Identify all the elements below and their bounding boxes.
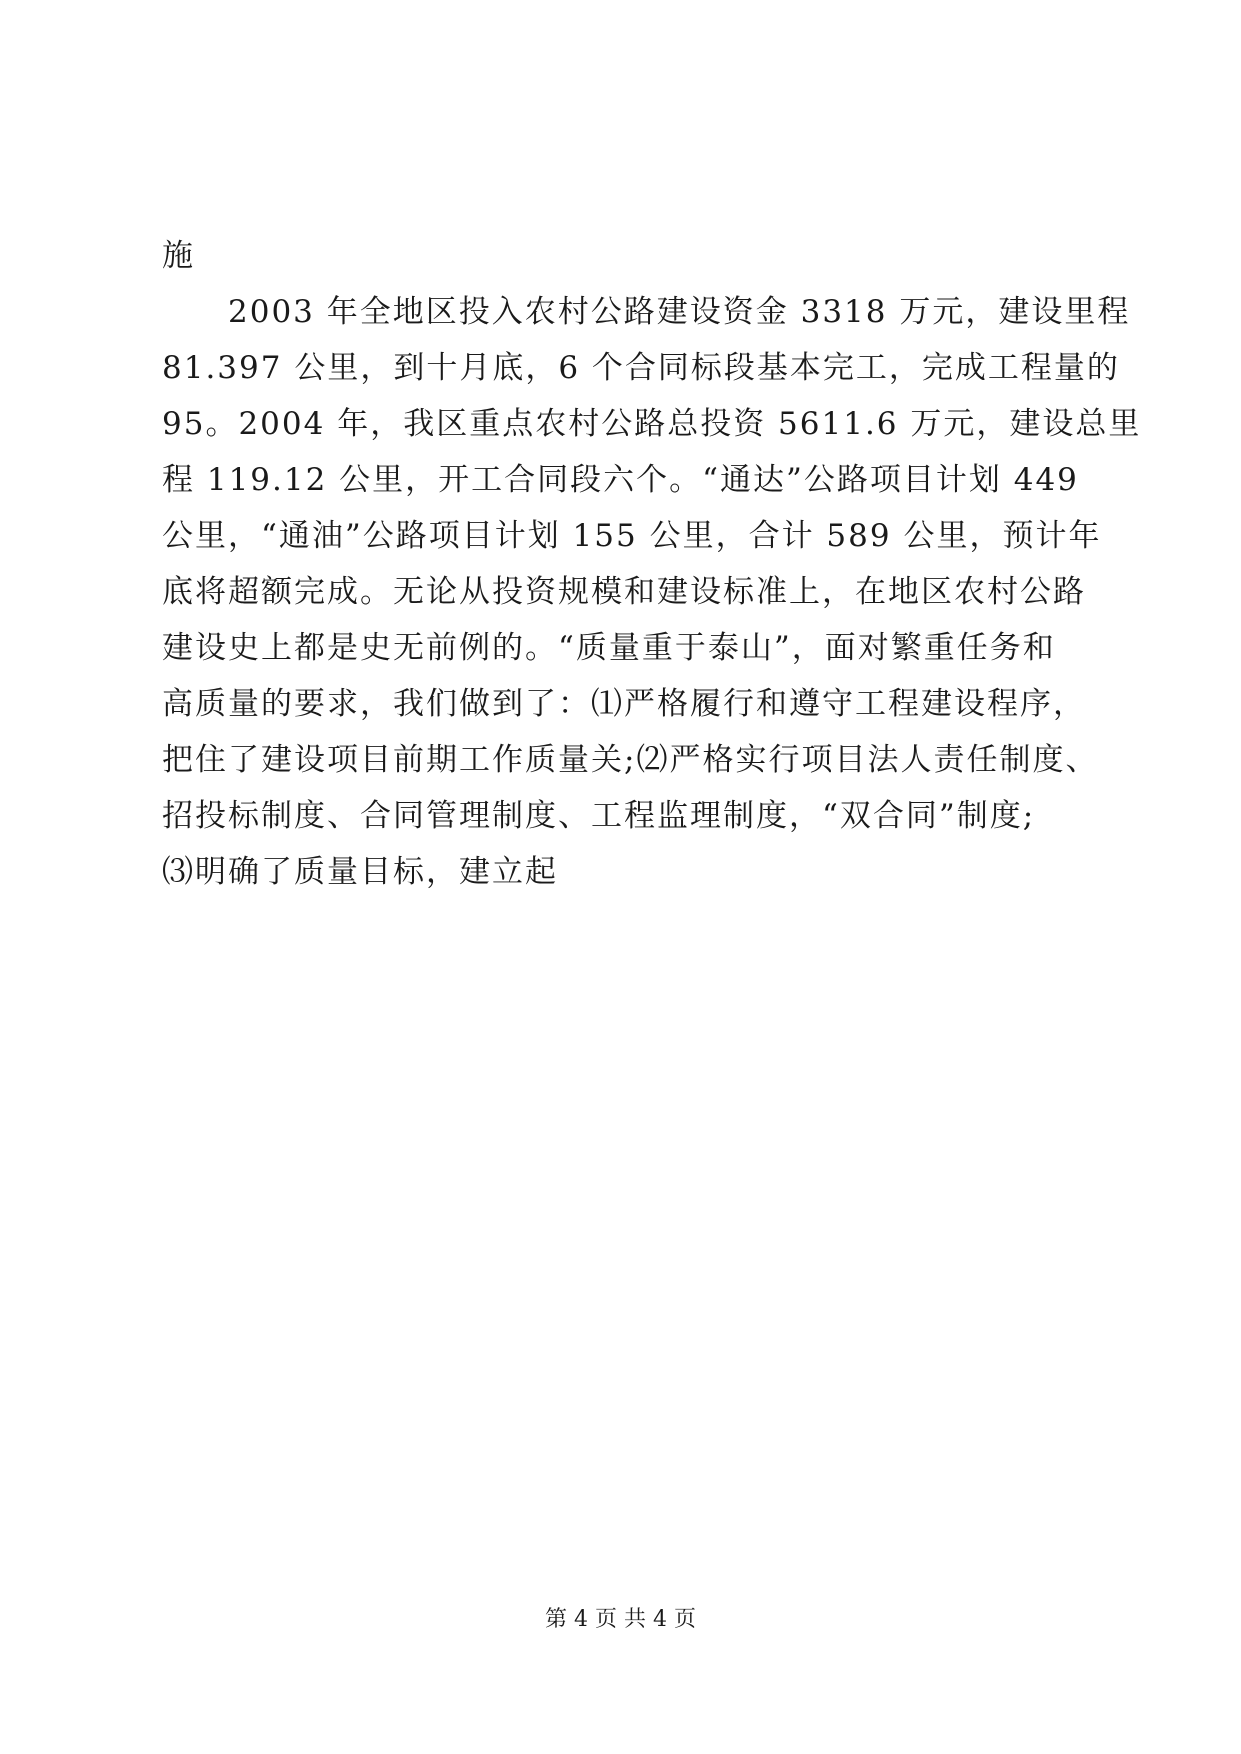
- text-line: 公里，“通油”公路项目计划 155 公里，合计 589 公里，预计年: [162, 518, 1102, 554]
- text-line: 建设史上都是史无前例的。“质量重于泰山”，面对繁重任务和: [162, 630, 1056, 666]
- text-line: ⑶明确了质量目标，建立起: [162, 854, 558, 890]
- text-line: 施: [162, 238, 195, 274]
- text-line: 95。2004 年，我区重点农村公路总投资 5611.6 万元，建设总里: [162, 406, 1142, 442]
- text-line: 81.397 公里，到十月底，6 个合同标段基本完工，完成工程量的: [162, 350, 1120, 386]
- text-line: 高质量的要求，我们做到了：⑴严格履行和遵守工程建设程序，: [162, 686, 1086, 722]
- text-line: 招投标制度、合同管理制度、工程监理制度，“双合同”制度;: [162, 798, 1036, 834]
- text-line: 底将超额完成。无论从投资规模和建设标准上，在地区农村公路: [162, 574, 1086, 610]
- text-line: 把住了建设项目前期工作质量关;⑵严格实行项目法人责任制度、: [162, 742, 1099, 778]
- page-number: 第 4 页 共 4 页: [545, 1607, 696, 1632]
- text-line: 程 119.12 公里，开工合同段六个。“通达”公路项目计划 449: [162, 462, 1079, 498]
- text-line: 2003 年全地区投入农村公路建设资金 3318 万元，建设里程: [228, 294, 1131, 330]
- page-footer: [0, 1605, 1241, 1635]
- body-text: [162, 228, 1142, 900]
